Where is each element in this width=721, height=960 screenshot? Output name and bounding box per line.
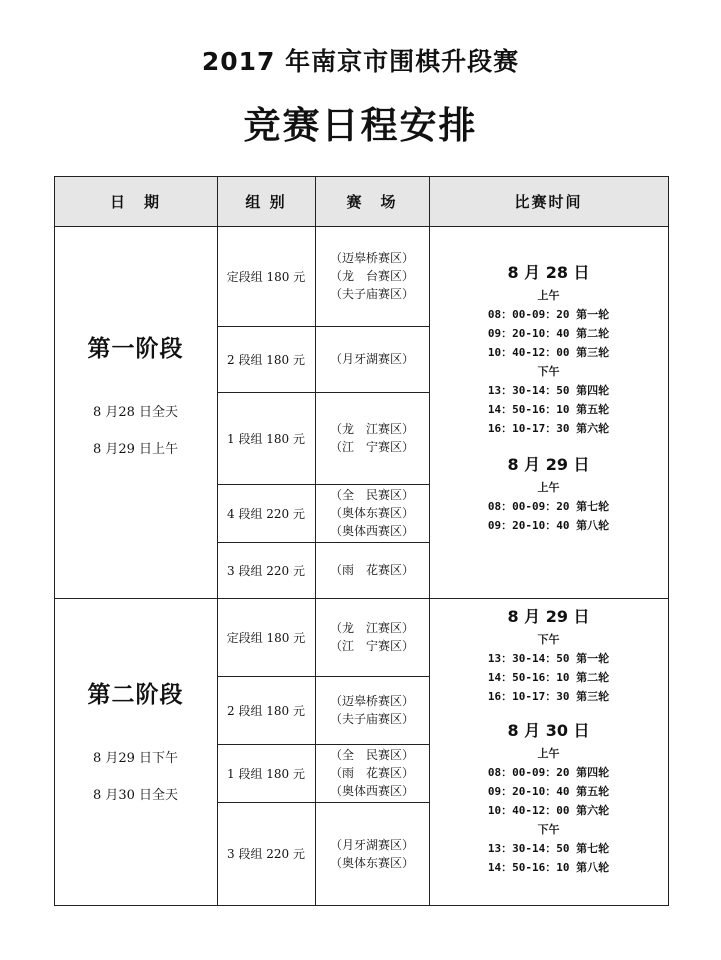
venue-name: （月牙湖赛区） (329, 352, 414, 366)
group-cell: 1 段组 180 元 (227, 766, 305, 781)
stage-name: 第二阶段 (87, 682, 184, 708)
group-cell: 定段组 180 元 (226, 630, 306, 645)
group-cell: 2 段组 180 元 (227, 352, 305, 367)
venue-cell (315, 598, 429, 676)
schedule-round: 09：20-10：40 第五轮 (487, 785, 610, 798)
group-cell: 3 段组 220 元 (227, 847, 305, 861)
venue-name: （夫子庙赛区） (329, 712, 414, 726)
schedule-day: 8 月 30 日 (507, 721, 590, 740)
venue-cell (315, 392, 429, 484)
schedule-round: 10：40-12：00 第六轮 (487, 804, 610, 817)
stage-date: 8 月30 日全天 (92, 788, 179, 803)
group-cell: 定段组 180 元 (226, 269, 306, 284)
venue-name: （江 宁赛区） (329, 440, 414, 454)
header-date: 日 期 (54, 176, 217, 226)
schedule-day: 8 月 29 日 (507, 607, 590, 626)
schedule-round: 14：50-16：10 第八轮 (487, 861, 610, 874)
venue-cell (315, 326, 429, 392)
stage-name: 第一阶段 (87, 336, 184, 362)
venue-name: （奥体东赛区） (329, 855, 414, 870)
schedule-period: 上午 (537, 747, 560, 760)
schedule-round: 14：50-16：10 第五轮 (487, 403, 610, 416)
schedule-cell (429, 600, 668, 877)
schedule-round: 08：00-09：20 第四轮 (487, 766, 610, 779)
schedule-round: 09：20-10：40 第八轮 (487, 519, 610, 532)
group-cell: 3 段组 220 元 (227, 563, 305, 578)
schedule-cell (429, 256, 668, 535)
border-right (668, 176, 669, 906)
venue-name: （雨 花赛区） (329, 766, 414, 780)
venue-name: （月牙湖赛区） (329, 837, 414, 852)
schedule-round: 13：30-14：50 第四轮 (487, 384, 610, 397)
stage-2 (54, 676, 217, 803)
document-subtitle: 竞赛日程安排 (243, 104, 478, 147)
venue-name: （龙 江赛区） (329, 621, 414, 635)
venue-cell (315, 226, 429, 326)
border-bottom (54, 905, 669, 906)
schedule-round: 13：30-14：50 第一轮 (487, 652, 610, 665)
venue-cell (315, 676, 429, 744)
group-cell: 4 段组 220 元 (227, 506, 305, 521)
venue-name: （奥体东赛区） (329, 506, 414, 520)
schedule-round: 08：00-09：20 第一轮 (487, 308, 610, 321)
venue-name: （雨 花赛区） (329, 563, 414, 577)
venue-name: （夫子庙赛区） (329, 287, 414, 301)
venue-cell (315, 744, 429, 802)
schedule-period: 上午 (537, 481, 560, 494)
schedule-round: 13：30-14：50 第七轮 (487, 842, 610, 855)
header-group: 组 别 (217, 176, 315, 226)
schedule-day: 8 月 29 日 (507, 455, 590, 474)
schedule-round: 08：00-09：20 第七轮 (487, 500, 610, 513)
schedule-day: 8 月 28 日 (507, 263, 590, 282)
venue-cell (315, 802, 429, 905)
venue-name: （全 民赛区） (329, 748, 414, 762)
venue-name: （全 民赛区） (329, 488, 414, 502)
venue-name: （奥体西赛区） (329, 784, 414, 798)
schedule-period: 下午 (537, 633, 560, 646)
header-venue: 赛 场 (315, 176, 429, 226)
schedule-round: 14：50-16：10 第二轮 (487, 671, 610, 684)
header-time: 比赛时间 (429, 176, 668, 226)
schedule-round: 16：10-17：30 第六轮 (487, 422, 610, 435)
venue-name: （龙 江赛区） (329, 422, 414, 436)
schedule-round: 10：40-12：00 第三轮 (487, 346, 610, 359)
group-cell: 1 段组 180 元 (227, 431, 305, 446)
venue-name: （迈皋桥赛区） (329, 694, 414, 708)
stage-1 (54, 330, 217, 457)
venue-name: （迈皋桥赛区） (329, 251, 414, 265)
document-title: 2017 年南京市围棋升段赛 (201, 47, 520, 76)
border-top (54, 176, 669, 177)
venue-cell (315, 542, 429, 598)
schedule-period: 下午 (537, 823, 560, 836)
schedule-period: 下午 (537, 365, 560, 378)
venue-name: （龙 台赛区） (329, 269, 414, 283)
group-cell: 2 段组 180 元 (227, 703, 305, 718)
schedule-round: 16：10-17：30 第三轮 (487, 690, 610, 703)
stage-date: 8 月28 日全天 (92, 405, 179, 420)
venue-cell (315, 484, 429, 542)
schedule-period: 上午 (537, 289, 560, 302)
venue-name: （奥体西赛区） (329, 524, 414, 538)
schedule-round: 09：20-10：40 第二轮 (487, 327, 610, 340)
stage-date: 8 月29 日下午 (92, 751, 179, 766)
venue-name: （江 宁赛区） (329, 639, 414, 653)
stage-date: 8 月29 日上午 (92, 442, 179, 457)
